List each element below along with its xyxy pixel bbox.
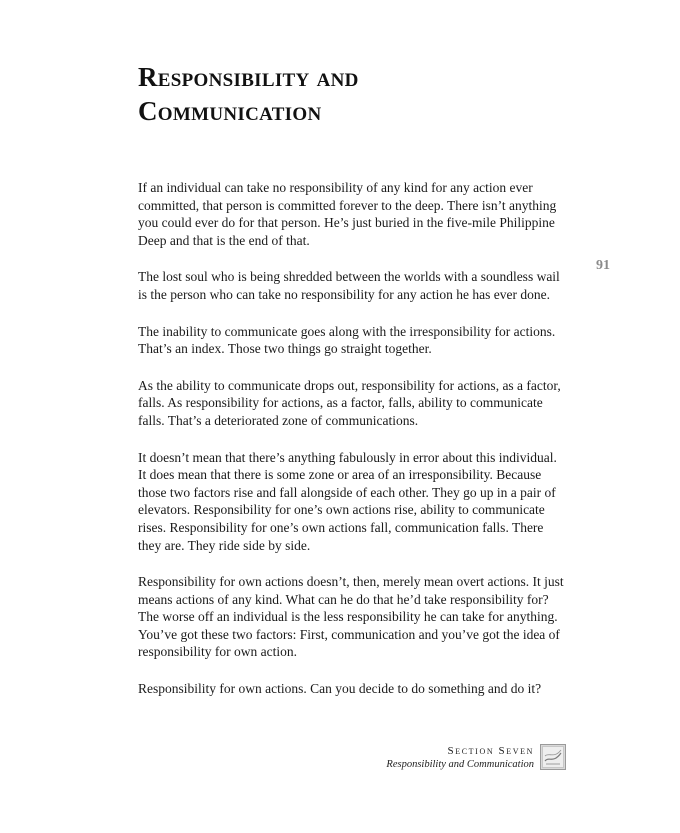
paragraph: It doesn’t mean that there’s anything fabulously in error about this individual. It does mean that there is some zone or area of an irresponsibility. Because those two factors rise and fall alongside of each other. They go up in a pair of elevators. Responsibility for one’s own actions rise, ability to communicate rises. Responsibility for one’s own actions fall, communication falls. There they are. They ride side by side.: [138, 449, 557, 553]
paragraph: The inability to communicate goes along with the irresponsibility for actions. That’s an index. Those two things go straight together.: [138, 323, 556, 357]
page-title: [138, 60, 568, 128]
page-title-line-2: Communication: [138, 96, 322, 126]
paragraph: The lost soul who is being shredded between the worlds with a soundless wail is the person who can take no responsibility for any action he has ever done.: [138, 269, 560, 302]
page-title-line-1: Responsibility and: [138, 62, 359, 92]
paragraph: As the ability to communicate drops out, responsibility for actions, as a factor, falls. As responsibility for actions, as a factor, falls, ability to communicate falls. That’s a deteriorated zone of communications.: [138, 377, 561, 428]
paragraph: Responsibility for own actions. Can you decide to do something and do it?: [138, 681, 542, 697]
body-text: [138, 179, 568, 717]
section-emblem-icon: [540, 744, 566, 770]
running-footer: [386, 744, 534, 772]
paragraph: If an individual can take no responsibility of any kind for any action ever committed, that person is committed forever to the deep. There isn’t anything you could ever do for that person. He’s just buried in the five-mile Philippine Deep and that is the end of that.: [138, 180, 557, 248]
section-subtitle: Responsibility and Communication: [386, 759, 534, 770]
paragraph: Responsibility for own actions doesn’t, then, merely mean overt actions. It just means actions of any kind. What can he do that he’d take responsibility for? The worse off an individual is the less responsibility he can take for anything. You’ve got these two factors: First, communication and you’ve got the idea of responsibility for own action.: [138, 574, 564, 660]
section-label: Section Seven: [447, 745, 534, 757]
page-number: 91: [596, 258, 610, 273]
